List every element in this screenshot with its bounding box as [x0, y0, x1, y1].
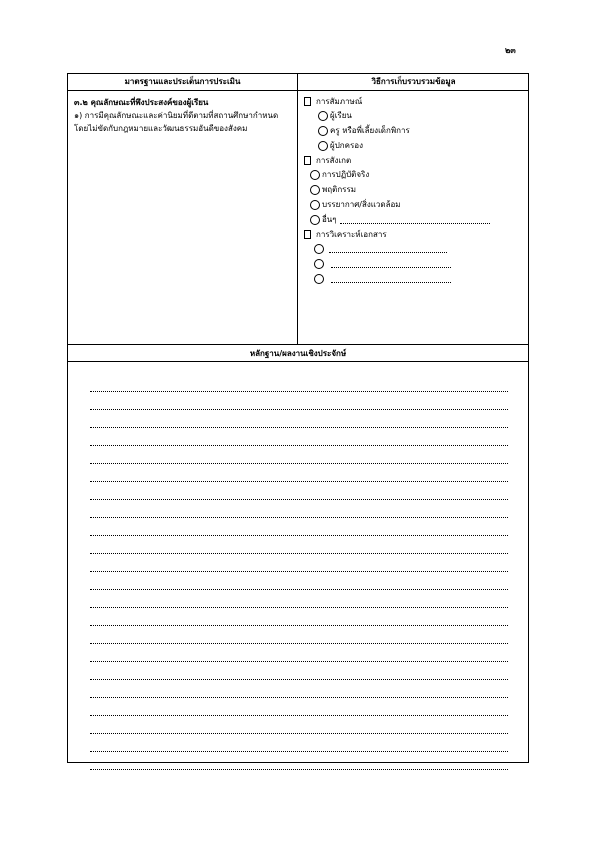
writing-line[interactable]	[90, 734, 508, 752]
writing-line[interactable]	[90, 500, 508, 518]
methods-cell	[304, 94, 528, 286]
writing-line[interactable]	[90, 446, 508, 464]
writing-line[interactable]	[90, 518, 508, 536]
standard-title: ๓.๒ คุณลักษณะที่พึงประสงค์ของผู้เรียน	[74, 98, 209, 107]
radio-environment[interactable]	[310, 200, 320, 210]
observation-group	[304, 153, 528, 227]
writing-line[interactable]	[90, 662, 508, 680]
interview-group	[304, 94, 528, 153]
page-number: ๒๓	[505, 46, 516, 55]
writing-line[interactable]	[90, 716, 508, 734]
header-divider	[68, 90, 528, 91]
radio-behavior[interactable]	[310, 185, 320, 195]
interview-checkbox[interactable]	[304, 97, 311, 106]
assessment-form-table	[67, 73, 529, 763]
document-blank-1[interactable]	[329, 244, 447, 253]
radio-students[interactable]	[318, 111, 328, 121]
standard-cell	[74, 96, 294, 135]
writing-line[interactable]	[90, 698, 508, 716]
document-group	[304, 227, 528, 286]
writing-line[interactable]	[90, 626, 508, 644]
document-blank-2[interactable]	[331, 259, 451, 268]
observation-checkbox[interactable]	[304, 156, 311, 165]
observation-label: การสังเกต	[316, 155, 352, 165]
radio-document-3[interactable]	[314, 274, 324, 284]
evidence-writing-area[interactable]	[90, 374, 508, 770]
radio-document-2[interactable]	[314, 259, 324, 269]
writing-line[interactable]	[90, 464, 508, 482]
writing-line[interactable]	[90, 392, 508, 410]
writing-line[interactable]	[90, 410, 508, 428]
methods-column-header: วิธีการเก็บรวบรวมข้อมูล	[371, 77, 456, 86]
writing-line[interactable]	[90, 428, 508, 446]
radio-other[interactable]	[310, 215, 320, 225]
option-environment: บรรยากาศ/สิ่งแวดล้อม	[322, 200, 401, 209]
evidence-divider	[68, 361, 528, 362]
section-divider	[68, 344, 528, 345]
option-behavior: พฤติกรรม	[322, 185, 357, 194]
radio-teachers[interactable]	[318, 126, 328, 136]
writing-line[interactable]	[90, 590, 508, 608]
radio-practice[interactable]	[310, 170, 320, 180]
radio-parents[interactable]	[318, 141, 328, 151]
column-divider	[297, 74, 298, 344]
writing-line[interactable]	[90, 644, 508, 662]
option-parents: ผู้ปกครอง	[330, 141, 363, 150]
document-blank-3[interactable]	[331, 274, 451, 283]
interview-label: การสัมภาษณ์	[316, 96, 363, 106]
writing-line[interactable]	[90, 680, 508, 698]
standards-column-header: มาตรฐานและประเด็นการประเมิน	[124, 77, 241, 86]
option-teachers: ครู หรือพี่เลี้ยงเด็กพิการ	[330, 126, 410, 135]
option-other: อื่นๆ	[322, 215, 337, 224]
writing-line[interactable]	[90, 554, 508, 572]
document-label: การวิเคราะห์เอกสาร	[316, 229, 387, 239]
writing-line[interactable]	[90, 482, 508, 500]
writing-line[interactable]	[90, 536, 508, 554]
writing-line[interactable]	[90, 608, 508, 626]
evidence-title: หลักฐาน/ผลงานเชิงประจักษ์	[249, 349, 347, 358]
writing-line[interactable]	[90, 572, 508, 590]
option-practice: การปฏิบัติจริง	[322, 170, 370, 179]
other-blank[interactable]	[340, 215, 490, 224]
document-checkbox[interactable]	[304, 230, 311, 239]
radio-document-1[interactable]	[314, 244, 324, 254]
writing-line[interactable]	[90, 752, 508, 770]
standard-item: ๑) การมีคุณลักษณะและค่านิยมที่ดีตามที่สถานศึกษากำหนด โดยไม่ขัดกับกฎหมายและวัฒนธรรมอันดีของสังคม	[74, 111, 279, 133]
option-students: ผู้เรียน	[330, 111, 352, 120]
writing-line[interactable]	[90, 374, 508, 392]
